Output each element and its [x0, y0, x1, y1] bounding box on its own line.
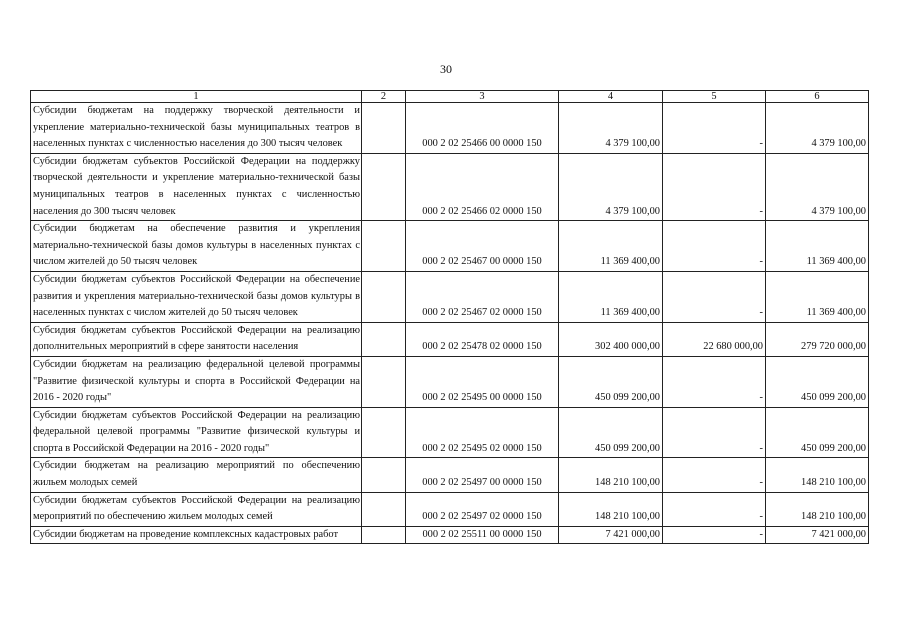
row-amount-cell: 148 210 100,00 [559, 492, 663, 526]
row-amount-cell: 302 400 000,00 [559, 322, 663, 356]
row-code-cell: 000 2 02 25478 02 0000 150 [406, 322, 559, 356]
budget-table [30, 90, 869, 544]
header-row [31, 91, 869, 103]
table-row [31, 356, 869, 407]
row-code-cell: 000 2 02 25495 02 0000 150 [406, 407, 559, 458]
row-col5-cell: - [663, 407, 766, 458]
row-col2-cell [362, 153, 406, 220]
row-code-cell: 000 2 02 25466 02 0000 150 [406, 153, 559, 220]
row-amount-cell: 450 099 200,00 [559, 407, 663, 458]
row-code-cell: 000 2 02 25497 02 0000 150 [406, 492, 559, 526]
row-col5-cell: - [663, 458, 766, 492]
row-col5-cell: - [663, 153, 766, 220]
table-row [31, 458, 869, 492]
row-name-cell: Субсидии бюджетам на обеспечение развития и укрепления материально-технической базы домов культуры в населенных пунктах с числом жителей до 50 тысяч человек [31, 221, 362, 272]
row-name-cell: Субсидии бюджетам субъектов Российской Федерации на поддержку творческой деятельности и укрепление материально-технической базы муниципальных театров в населенных пунктах с численностью населения до 300 тысяч человек [31, 153, 362, 220]
row-amount-cell: 11 369 400,00 [559, 271, 663, 322]
header-cell-3: 3 [406, 91, 559, 103]
row-col2-cell [362, 356, 406, 407]
row-col6-cell: 7 421 000,00 [766, 526, 869, 544]
row-name-cell: Субсидии бюджетам субъектов Российской Федерации на обеспечение развития и укрепления материально-технической базы домов культуры в населенных пунктах с числом жителей до 50 тысяч человек [31, 271, 362, 322]
row-amount-cell: 4 379 100,00 [559, 103, 663, 154]
header-cell-1: 1 [31, 91, 362, 103]
header-cell-2: 2 [362, 91, 406, 103]
row-col5-cell: - [663, 526, 766, 544]
row-col6-cell: 148 210 100,00 [766, 458, 869, 492]
row-amount-cell: 7 421 000,00 [559, 526, 663, 544]
row-col5-cell: 22 680 000,00 [663, 322, 766, 356]
row-amount-cell: 450 099 200,00 [559, 356, 663, 407]
row-col2-cell [362, 458, 406, 492]
table-row [31, 322, 869, 356]
row-amount-cell: 148 210 100,00 [559, 458, 663, 492]
row-col6-cell: 450 099 200,00 [766, 407, 869, 458]
row-col2-cell [362, 526, 406, 544]
table-row [31, 221, 869, 272]
row-code-cell: 000 2 02 25497 00 0000 150 [406, 458, 559, 492]
row-col6-cell: 4 379 100,00 [766, 153, 869, 220]
row-code-cell: 000 2 02 25467 00 0000 150 [406, 221, 559, 272]
row-code-cell: 000 2 02 25467 02 0000 150 [406, 271, 559, 322]
row-name-cell: Субсидии бюджетам субъектов Российской Федерации на реализацию федеральной целевой программы "Развитие физической культуры и спорта в Российской Федерации на 2016 - 2020 годы" [31, 407, 362, 458]
table-row [31, 492, 869, 526]
header-cell-5: 5 [663, 91, 766, 103]
header-cell-4: 4 [559, 91, 663, 103]
row-col6-cell: 450 099 200,00 [766, 356, 869, 407]
table-row [31, 526, 869, 544]
row-name-cell: Субсидии бюджетам на поддержку творческой деятельности и укрепление материально-технической базы муниципальных театров в населенных пунктах с численностью населения до 300 тысяч человек [31, 103, 362, 154]
row-col5-cell: - [663, 356, 766, 407]
row-col2-cell [362, 322, 406, 356]
row-col5-cell: - [663, 221, 766, 272]
table-row [31, 103, 869, 154]
row-col2-cell [362, 492, 406, 526]
row-code-cell: 000 2 02 25511 00 0000 150 [406, 526, 559, 544]
row-col5-cell: - [663, 103, 766, 154]
header-cell-6: 6 [766, 91, 869, 103]
row-amount-cell: 4 379 100,00 [559, 153, 663, 220]
row-name-cell: Субсидии бюджетам на реализацию мероприятий по обеспечению жильем молодых семей [31, 458, 362, 492]
row-name-cell: Субсидии бюджетам на реализацию федеральной целевой программы "Развитие физической культуры и спорта в Российской Федерации на 2016 - 2020 годы" [31, 356, 362, 407]
row-col6-cell: 11 369 400,00 [766, 271, 869, 322]
row-amount-cell: 11 369 400,00 [559, 221, 663, 272]
row-col5-cell: - [663, 271, 766, 322]
row-col2-cell [362, 221, 406, 272]
row-name-cell: Субсидии бюджетам субъектов Российской Федерации на реализацию мероприятий по обеспечению жильем молодых семей [31, 492, 362, 526]
row-col2-cell [362, 103, 406, 154]
table-row [31, 271, 869, 322]
row-name-cell: Субсидия бюджетам субъектов Российской Федерации на реализацию дополнительных мероприятий в сфере занятости населения [31, 322, 362, 356]
row-col5-cell: - [663, 492, 766, 526]
row-name-cell: Субсидии бюджетам на проведение комплексных кадастровых работ [31, 526, 362, 544]
page-number: 30 [440, 62, 452, 76]
row-code-cell: 000 2 02 25466 00 0000 150 [406, 103, 559, 154]
row-col2-cell [362, 407, 406, 458]
row-col6-cell: 279 720 000,00 [766, 322, 869, 356]
row-col6-cell: 11 369 400,00 [766, 221, 869, 272]
row-code-cell: 000 2 02 25495 00 0000 150 [406, 356, 559, 407]
table-row [31, 407, 869, 458]
row-col6-cell: 4 379 100,00 [766, 103, 869, 154]
row-col2-cell [362, 271, 406, 322]
table-row [31, 153, 869, 220]
row-col6-cell: 148 210 100,00 [766, 492, 869, 526]
